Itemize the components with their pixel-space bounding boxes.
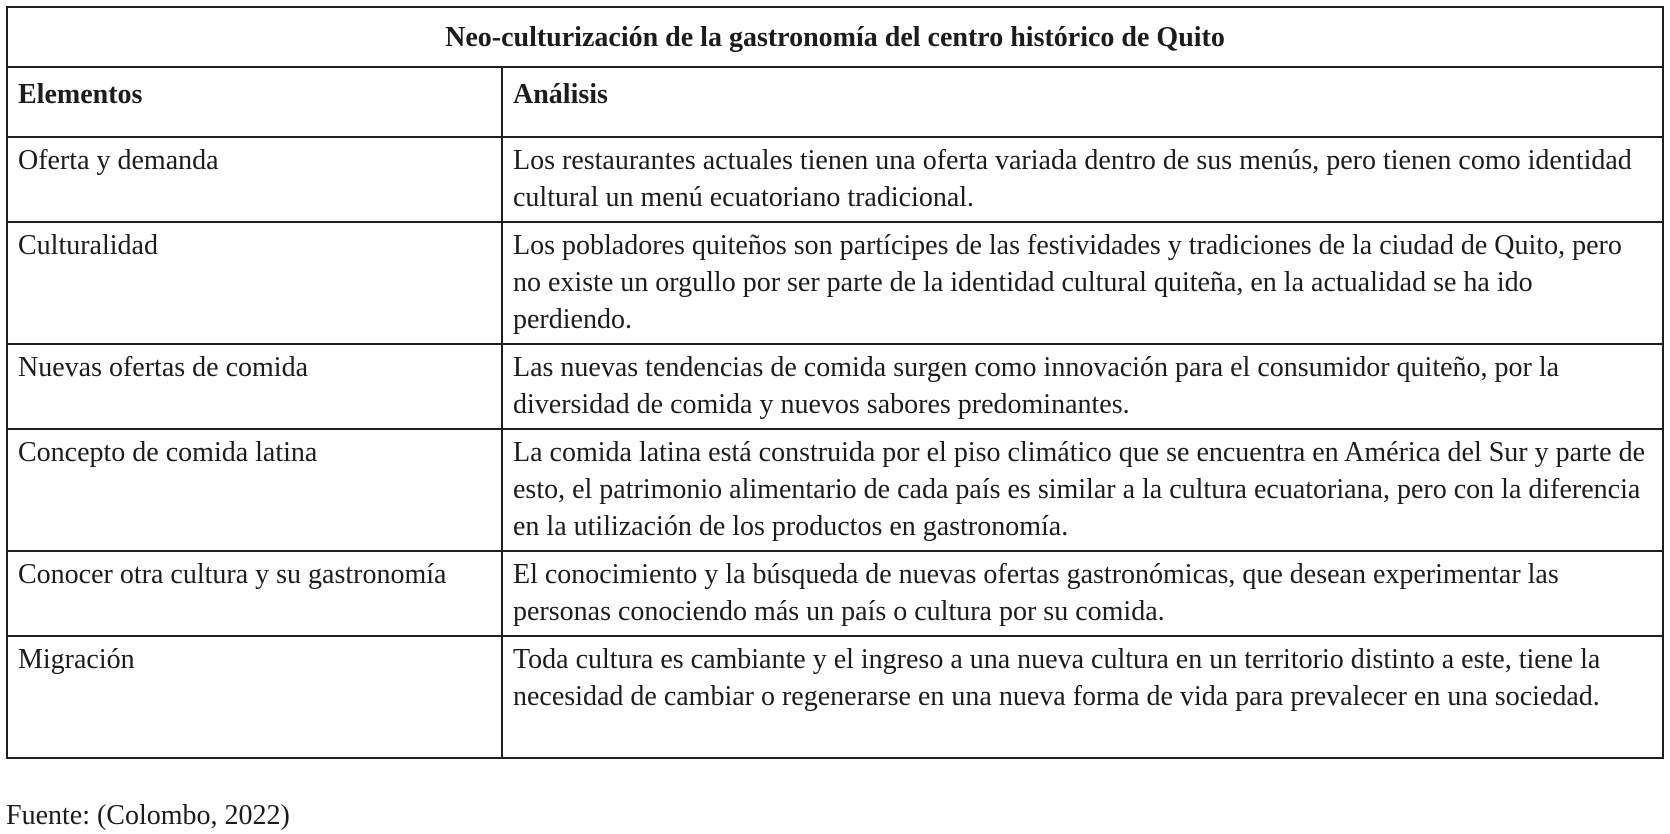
table-row — [7, 429, 1663, 551]
table-row — [7, 636, 1663, 758]
elemento-cell: Concepto de comida latina — [7, 429, 502, 551]
analisis-cell: Las nuevas tendencias de comida surgen como innovación para el consumidor quiteño, por la diversidad de comida y nuevos sabores predominantes. — [502, 344, 1663, 429]
analisis-cell: Toda cultura es cambiante y el ingreso a una nueva cultura en un territorio distinto a este, tiene la necesidad de cambiar o regenerarse en una nueva forma de vida para prevalecer en una sociedad. — [502, 636, 1663, 758]
elemento-cell: Oferta y demanda — [7, 137, 502, 222]
table-title: Neo-culturización de la gastronomía del centro histórico de Quito — [7, 7, 1663, 67]
table-title-row — [7, 7, 1663, 67]
table-header-row — [7, 67, 1663, 137]
table-row — [7, 344, 1663, 429]
source-note: Fuente: (Colombo, 2022) — [6, 800, 290, 831]
analisis-cell: Los restaurantes actuales tienen una oferta variada dentro de sus menús, pero tienen como identidad cultural un menú ecuatoriano tradicional. — [502, 137, 1663, 222]
table-row — [7, 222, 1663, 344]
elemento-cell: Nuevas ofertas de comida — [7, 344, 502, 429]
analisis-cell: La comida latina está construida por el piso climático que se encuentra en América del Sur y parte de esto, el patrimonio alimentario de cada país es similar a la cultura ecuatoriana, pero con la diferencia en la utilización de los productos en gastronomía. — [502, 429, 1663, 551]
elemento-cell: Migración — [7, 636, 502, 758]
analisis-cell: Los pobladores quiteños son partícipes de las festividades y tradiciones de la ciudad de Quito, pero no existe un orgullo por ser parte de la identidad cultural quiteña, en la actualidad se ha ido perdiendo. — [502, 222, 1663, 344]
gastronomy-analysis-table — [6, 6, 1664, 759]
elemento-cell: Culturalidad — [7, 222, 502, 344]
column-header-elementos: Elementos — [7, 67, 502, 137]
column-header-analisis: Análisis — [502, 67, 1663, 137]
table-row — [7, 551, 1663, 636]
elemento-cell: Conocer otra cultura y su gastronomía — [7, 551, 502, 636]
table-row — [7, 137, 1663, 222]
analisis-cell: El conocimiento y la búsqueda de nuevas ofertas gastronómicas, que desean experimentar las personas conociendo más un país o cultura por su comida. — [502, 551, 1663, 636]
